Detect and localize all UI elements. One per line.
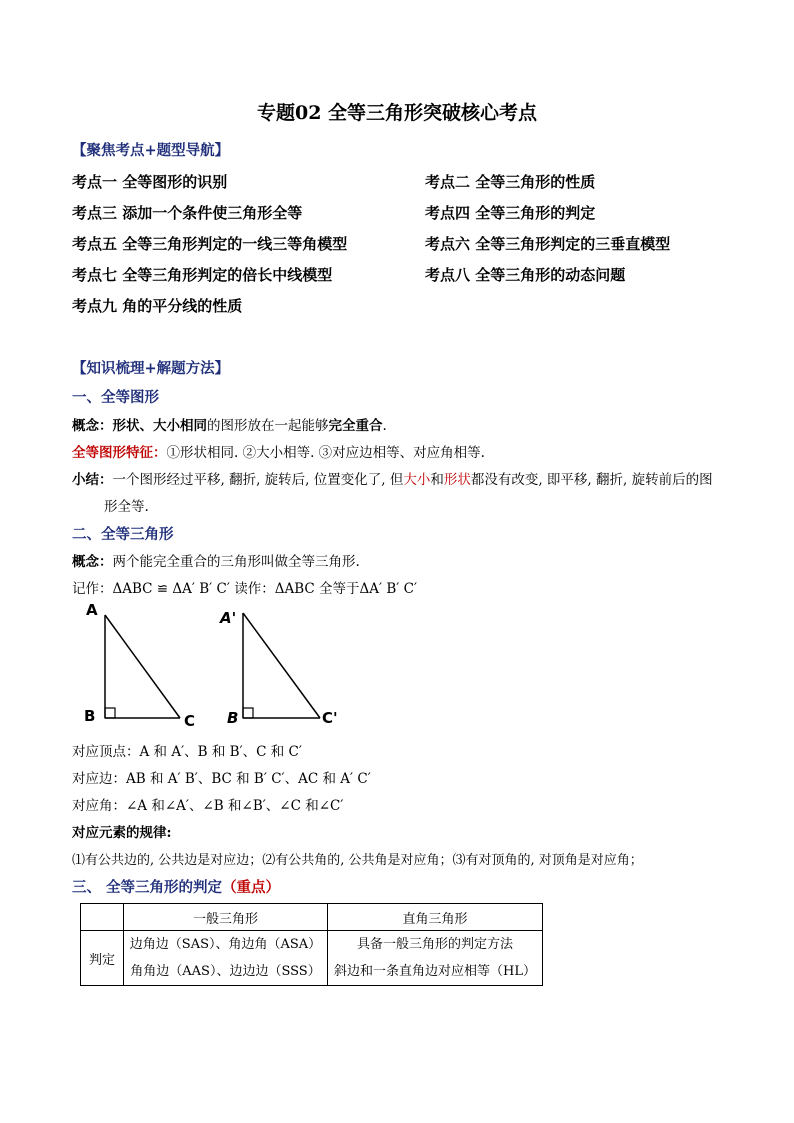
summary-red-1: 大小	[403, 472, 431, 488]
label-a: A	[86, 601, 98, 619]
triangle-a-prime	[243, 613, 320, 718]
row-label: 判定	[81, 931, 124, 986]
general-line-2: 角角边（AAS）、边边边（SSS）	[130, 964, 321, 979]
concept2-label: 概念：	[72, 554, 113, 570]
general-line-1: 边角边（SAS）、角边角（ASA）	[129, 937, 322, 952]
label-c-prime: C'	[322, 709, 338, 727]
criteria-table	[80, 903, 543, 986]
topic-2: 考点二 全等三角形的性质	[425, 173, 596, 191]
concept-end: .	[382, 418, 387, 434]
page-title: 专题02 全等三角形突破核心考点	[256, 102, 538, 124]
summary-b: 和	[430, 472, 444, 488]
section2-heading: 二、全等三角形	[72, 526, 174, 543]
summary-c: 都没有改变, 即平移, 翻折, 旋转前后的图	[470, 472, 713, 488]
sides-line: 对应边：AB 和 A′ B′、BC 和 B′ C′、AC 和 A′ C′	[72, 771, 371, 787]
section1-heading: 一、全等图形	[72, 389, 159, 406]
section3-title: 三、 全等三角形的判定	[72, 879, 223, 896]
summary-label: 小结：	[72, 472, 113, 488]
topic-5: 考点五 全等三角形判定的一线三等角模型	[72, 235, 348, 253]
table-header-row	[81, 904, 543, 931]
topic-9: 考点九 角的平分线的性质	[72, 297, 243, 315]
topic-3: 考点三 添加一个条件使三角形全等	[72, 204, 303, 222]
topic-7: 考点七 全等三角形判定的倍长中线模型	[72, 266, 333, 284]
right-line-1: 具备一般三角形的判定方法	[356, 937, 513, 952]
topic-6: 考点六 全等三角形判定的三垂直模型	[425, 235, 671, 253]
section3-heading	[72, 876, 280, 897]
label-a-prime: A'	[220, 609, 237, 627]
notation-line: 记作：ΔABC ≌ ΔA′ B′ C′ 读作：ΔABC 全等于ΔA′ B′ C′	[72, 581, 418, 597]
col-right-header: 直角三角形	[328, 904, 543, 931]
section1-concept	[72, 414, 387, 434]
topic-8: 考点八 全等三角形的动态问题	[425, 266, 626, 284]
col-general-header: 一般三角形	[124, 904, 328, 931]
concept-label: 概念：	[72, 418, 113, 434]
topic-1: 考点一 全等图形的识别	[72, 173, 228, 191]
vertices-line: 对应顶点：A 和 A′、B 和 B′、C 和 C′	[72, 744, 302, 760]
nav-header: 【聚焦考点+题型导航】	[72, 142, 230, 159]
concept-text: 的图形放在一起能够	[207, 418, 329, 434]
feature-label: 全等图形特征：	[72, 445, 167, 461]
section1-summary	[72, 468, 713, 488]
section2-concept	[72, 550, 360, 570]
general-criteria-cell	[124, 931, 328, 986]
summary-red-2: 形状	[443, 472, 471, 488]
rule-label: 对应元素的规律:	[72, 825, 172, 841]
section1-summary-line2: 形全等.	[104, 499, 149, 515]
concept-bold-2: 完全重合	[328, 418, 383, 434]
label-b: B	[84, 707, 96, 725]
table-corner-cell	[81, 904, 124, 931]
label-c: C	[184, 712, 196, 730]
angles-line: 对应角：∠A 和∠A′、∠B 和∠B′、∠C 和∠C′	[72, 798, 344, 814]
triangle-abc	[105, 615, 180, 718]
rule-text: ⑴有公共边的, 公共边是对应边；⑵有公共角的, 公共角是对应角；⑶有对顶角的, 对顶角是对应角；	[72, 853, 643, 868]
section3-note: （重点）	[222, 879, 281, 896]
concept-bold-1: 形状、大小相同	[112, 418, 207, 434]
label-b-prime: B	[227, 709, 239, 727]
right-criteria-cell	[328, 931, 543, 986]
right-line-2: 斜边和一条直角边对应相等（HL）	[334, 964, 536, 979]
topic-4: 考点四 全等三角形的判定	[425, 204, 596, 222]
concept2-text: 两个能完全重合的三角形叫做全等三角形.	[112, 554, 360, 570]
summary-a: 一个图形经过平移, 翻折, 旋转后, 位置变化了, 但	[112, 472, 404, 488]
section1-feature	[72, 441, 485, 461]
feature-text: ①形状相同. ②大小相等. ③对应边相等、对应角相等.	[166, 445, 485, 461]
knowledge-header: 【知识梳理+解题方法】	[72, 360, 230, 377]
table-row	[81, 931, 543, 986]
